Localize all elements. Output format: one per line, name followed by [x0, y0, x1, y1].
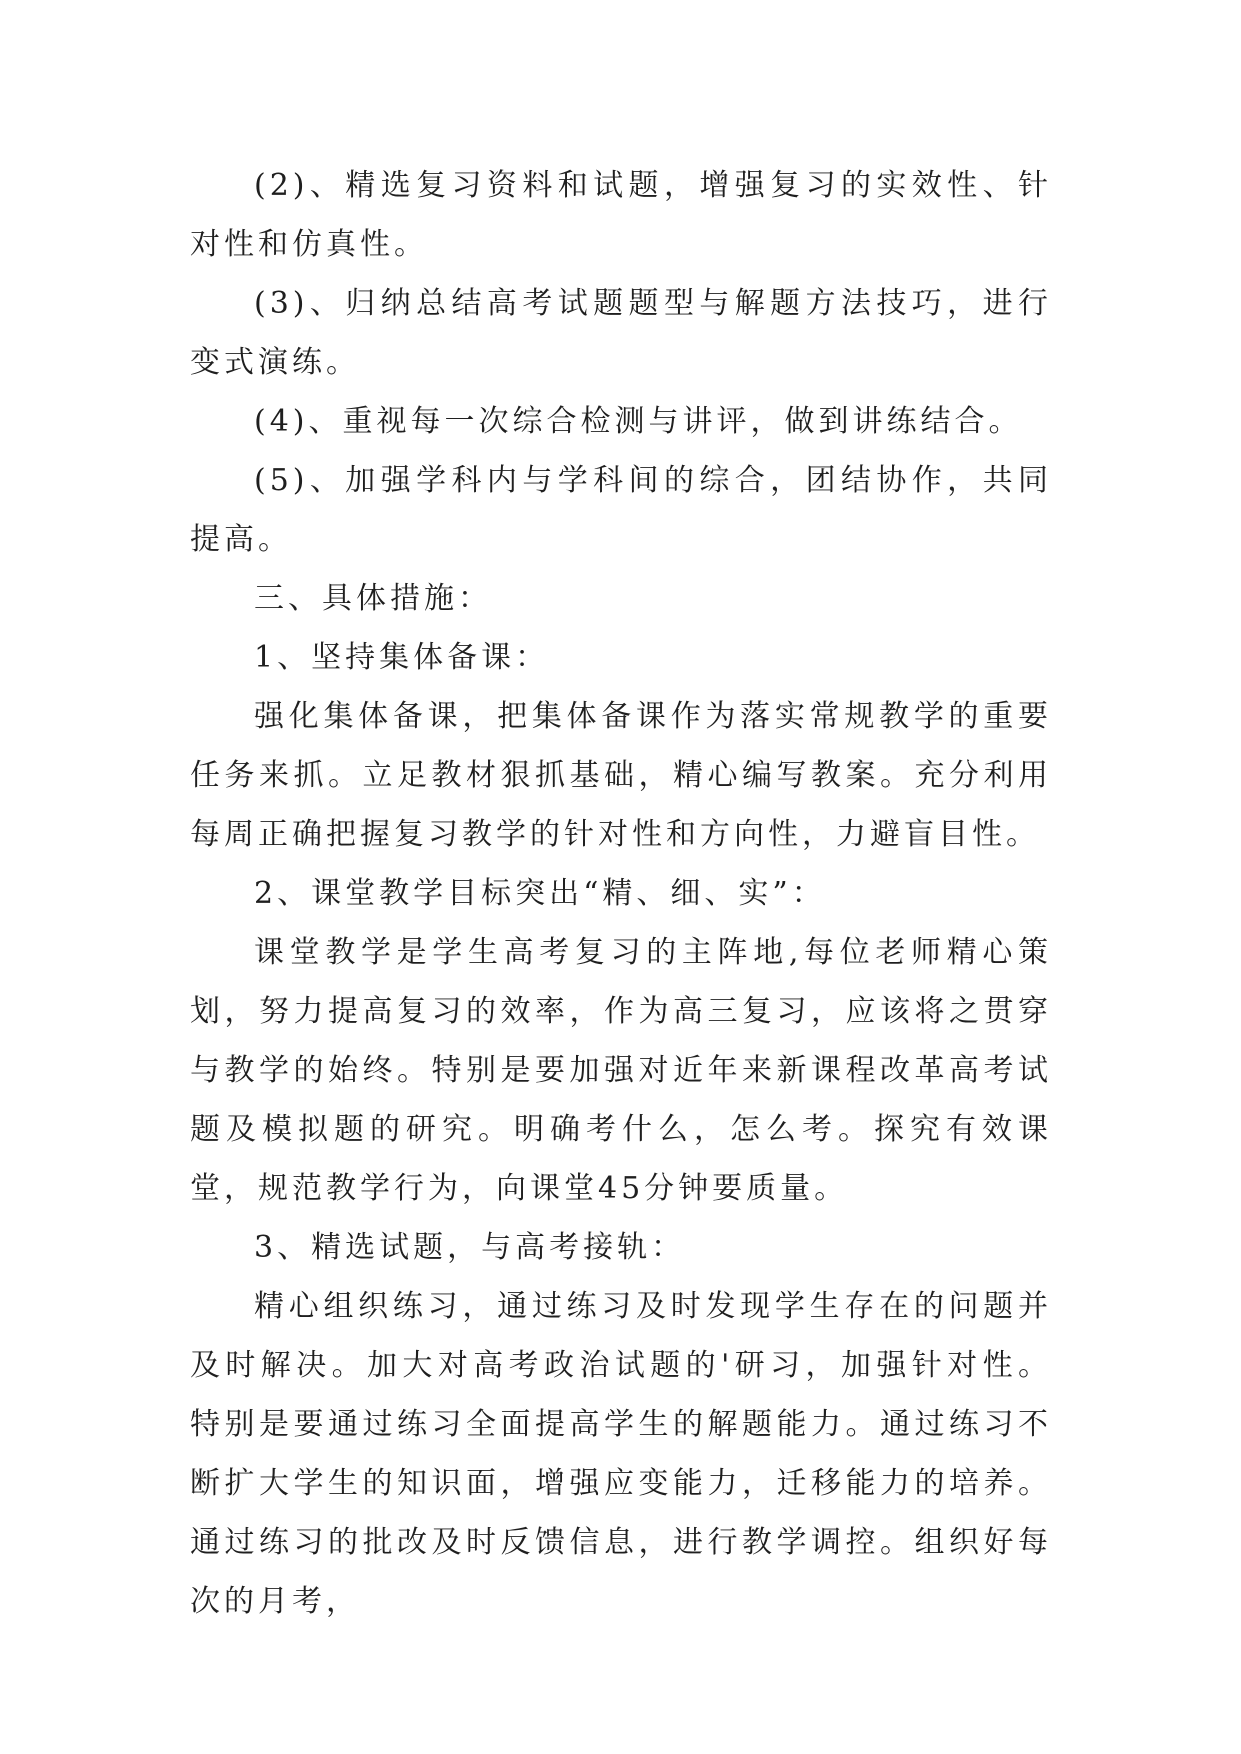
document-body — [190, 156, 1052, 1631]
paragraph-item-2: (2)、精选复习资料和试题，增强复习的实效性、针对性和仿真性。 — [190, 168, 1052, 262]
subheading-collective-lesson-prep: 1、坚持集体备课： — [254, 640, 550, 675]
subheading-select-questions: 3、精选试题，与高考接轨： — [254, 1230, 686, 1265]
subheading-classroom-goals: 2、课堂教学目标突出“精、细、实”： — [254, 876, 826, 911]
paragraph-classroom-goals: 课堂教学是学生高考复习的主阵地,每位老师精心策划，努力提高复习的效率，作为高三复习，应该将之贯穿与教学的始终。特别是要加强对近年来新课程改革高考试题及模拟题的研究。明确考什么，怎么考。探究有效课堂，规范教学行为，向课堂45分钟要质量。 — [190, 935, 1052, 1206]
section-heading-measures: 三、具体措施： — [254, 581, 492, 616]
paragraph-item-5: (5)、加强学科内与学科间的综合，团结协作，共同提高。 — [190, 463, 1052, 557]
paragraph-collective-lesson-prep: 强化集体备课，把集体备课作为落实常规教学的重要任务来抓。立足教材狠抓基础，精心编写教案。充分利用每周正确把握复习教学的针对性和方向性，力避盲目性。 — [190, 699, 1052, 852]
paragraph-item-4: (4)、重视每一次综合检测与讲评，做到讲练结合。 — [254, 404, 1023, 439]
paragraph-item-3: (3)、归纳总结高考试题题型与解题方法技巧，进行变式演练。 — [190, 286, 1052, 380]
paragraph-select-questions: 精心组织练习，通过练习及时发现学生存在的问题并及时解决。加大对高考政治试题的'研习，加强针对性。特别是要通过练习全面提高学生的解题能力。通过练习不断扩大学生的知识面，增强应变能力，迁移能力的培养。通过练习的批改及时反馈信息，进行教学调控。组织好每次的月考， — [190, 1289, 1052, 1619]
